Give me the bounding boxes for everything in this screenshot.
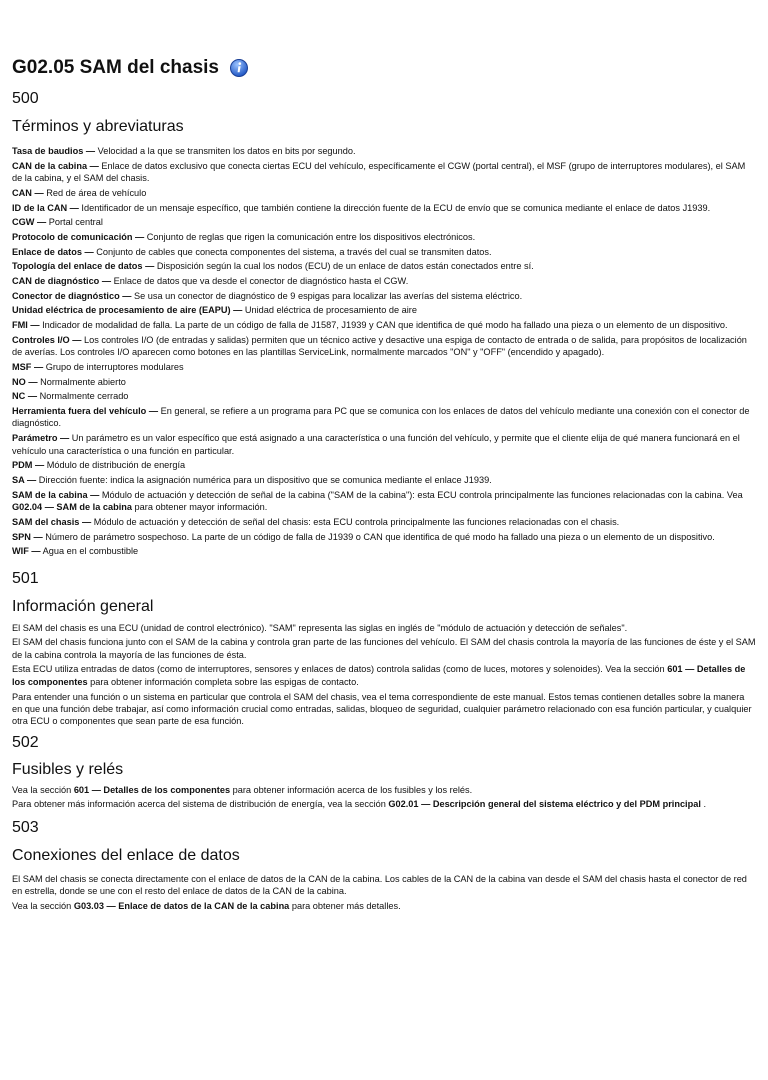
glossary-item: ID de la CAN — Identificador de un mensaje específico, que también contiene la dirección fuente de la ECU de envío que se comunica mediante el enlace de datos J1939. [12, 202, 711, 213]
glossary-item: Controles I/O — Los controles I/O (de entradas y salidas) permiten que un técnico active y desactive una espiga de contacto de entrada o de salida, para propósitos de localización de averías. Los controles I/O aparecen como botones en las plantillas ServiceLink, normalmente marcados "ON" y "OFF" (encendido y apagado). [12, 334, 747, 358]
title-row [12, 56, 756, 80]
glossary-item: Topología del enlace de datos — Disposición según la cual los nodos (ECU) de un enlace de datos están conectados entre sí. [12, 261, 534, 272]
link-g0303-can[interactable]: G03.03 — Enlace de datos de la CAN de la cabina [73, 900, 290, 911]
glossary-item: NC — Normalmente cerrado [12, 391, 129, 402]
paragraph: Esta ECU utiliza entradas de datos (como de interruptores, sensores y enlaces de datos) controla salidas (como de luces, motores y solenoides). Vea la sección 601 — Detalles de los componentes para obtener información completa sobre las espigas de contacto. [12, 664, 746, 687]
glossary-item: FMI — Indicador de modalidad de falla. La parte de un código de falla de J1587, J1939 y CAN que identifica de qué modo ha fallado una pieza o un elemento de un dispositivo. [12, 320, 728, 331]
paragraph: Para obtener más información acerca del sistema de distribución de energía, vea la sección G02.01 — Descripción general del sistema eléctrico y del PDM principal . [12, 799, 706, 810]
glossary-item: Tasa de baudios — Velocidad a la que se transmiten los datos en bits por segundo. [12, 146, 356, 156]
paragraph: El SAM del chasis funciona junto con el SAM de la cabina y controla gran parte de las funciones del vehículo. El SAM del chasis controla la mayoría de las funciones de éste y el SAM de la cabina controla la mayoría de las funciones de ésta. [12, 637, 756, 660]
glossary-item: CGW — Portal central [12, 217, 103, 228]
glossary-item: Protocolo de comunicación — Conjunto de reglas que rigen la comunicación entre los dispositivos electrónicos. [12, 231, 476, 242]
paragraph: El SAM del chasis es una ECU (unidad de control electrónico). "SAM" representa las siglas en inglés de "módulo de actuación y detección de señales". [12, 622, 628, 633]
section-body-fuses [12, 784, 756, 811]
paragraph: El SAM del chasis se conecta directamente con el enlace de datos de la CAN de la cabina. Los cables de la CAN de la cabina van desde el SAM del chasis hasta el conector de red en estrella, donde se une con el resto del enlace de datos de la CAN de la cabina. [12, 873, 747, 897]
page-title: G02.05 SAM del chasis [12, 57, 219, 78]
link-g0201-pdm[interactable]: G02.01 — Descripción general del sistema eléctrico y del PDM principal [388, 799, 701, 810]
section-number-500: 500 [12, 90, 39, 107]
section-title-terms: Términos y abreviaturas [12, 118, 184, 135]
glossary-item: SA — Dirección fuente: indica la asignación numérica para un dispositivo que se comunica mediante el enlace J1939. [12, 474, 492, 485]
glossary-list [12, 145, 756, 558]
section-body-general [12, 622, 756, 728]
document-page [0, 56, 768, 912]
section-body-datalink [12, 873, 756, 913]
glossary-item: PDM — Módulo de distribución de energía [12, 460, 186, 471]
link-601-components[interactable]: 601 — Detalles de los componentes [73, 784, 231, 795]
glossary-item: NO — Normalmente abierto [12, 376, 126, 387]
paragraph: Vea la sección 601 — Detalles de los componentes para obtener información acerca de los fusibles y los relés. [12, 784, 473, 795]
glossary-item: CAN — Red de área de vehículo [12, 187, 147, 198]
glossary-item: Conector de diagnóstico — Se usa un conector de diagnóstico de 9 espigas para localizar las averías del sistema eléctrico. [12, 290, 523, 301]
glossary-item: Enlace de datos — Conjunto de cables que conecta componentes del sistema, a través del cual se transmiten datos. [12, 246, 492, 257]
paragraph: Para entender una función o un sistema en particular que controla el SAM del chasis, vea el tema correspondiente de este manual. Estos temas contienen detalles sobre la manera en que una función debe trabajar, así como información crucial como entradas, salidas, bloqueo de seguridad, cualquier parámetro relacionado con esa función particular, y cualquier otra ECU o componentes que sean parte de esa función. [12, 691, 752, 727]
section-number-503: 503 [12, 818, 39, 836]
glossary-item: Parámetro — Un parámetro es un valor específico que está asignado a una característica o una función del vehículo, y permite que el cliente elija de qué manera funcionará en el vehículo una característica o una función en particular. [12, 433, 740, 456]
glossary-item: MSF — Grupo de interruptores modulares [12, 361, 184, 372]
glossary-item: Herramienta fuera del vehículo — En general, se refiere a un programa para PC que se comunica con los enlaces de datos del vehículo mediante una conexión con el conector de diagnóstico. [12, 406, 750, 429]
glossary-item: CAN de la cabina — Enlace de datos exclusivo que conecta ciertas ECU del vehículo, específicamente el CGW (portal central), el MSF (grupo de interruptores modulares), el SAM de la cabina, y el SAM del chasis. [12, 160, 746, 184]
info-icon[interactable] [229, 58, 249, 78]
section-number-502: 502 [12, 733, 39, 751]
paragraph: Vea la sección G03.03 — Enlace de datos de la CAN de la cabina para obtener más detalles. [12, 900, 401, 911]
glossary-item: WIF — Agua en el combustible [12, 546, 139, 557]
link-sam-cabina[interactable]: G02.04 — SAM de la cabina [12, 502, 132, 513]
section-number-501: 501 [12, 569, 39, 587]
glossary-item: SPN — Número de parámetro sospechoso. La parte de un código de falla de J1939 o CAN que identifica de qué modo ha fallado una pieza o un elemento de un dispositivo. [12, 531, 715, 542]
glossary-item-sam-cabina: SAM de la cabina — Módulo de actuación y detección de señal de la cabina ("SAM de la cabina"): esta ECU controla principalmente las funciones relacionadas con la cabina. Vea G02.04 — SAM de la cabina para obtener mayor información. [12, 489, 743, 513]
link-601-components[interactable]: 601 — Detalles de los componentes [12, 664, 746, 687]
section-title-general: Información general [12, 597, 154, 615]
glossary-item: CAN de diagnóstico — Enlace de datos que va desde el conector de diagnóstico hasta el CGW. [12, 276, 409, 287]
section-title-fuses: Fusibles y relés [12, 760, 124, 778]
glossary-item: Unidad eléctrica de procesamiento de aire (EAPU) — Unidad eléctrica de procesamiento de aire [12, 305, 417, 316]
glossary-item-sam-chasis: SAM del chasis — Módulo de actuación y detección de señal del chasis: esta ECU controla principalmente las funciones relacionadas con el chasis. [12, 516, 620, 527]
section-title-datalink: Conexiones del enlace de datos [12, 846, 240, 864]
